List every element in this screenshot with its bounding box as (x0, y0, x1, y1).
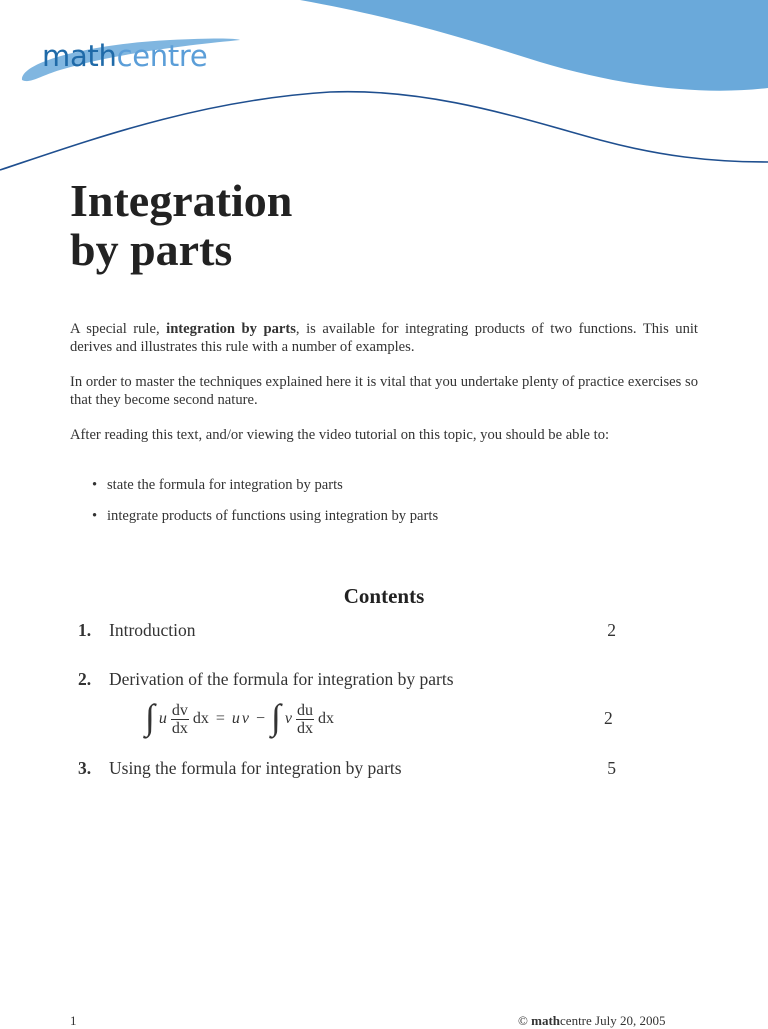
header-wave-fill (300, 0, 768, 91)
objective-text: state the formula for integration by parts (107, 477, 343, 493)
objective-text: integrate products of functions using integration by parts (107, 508, 439, 524)
title-line-1: Integration (70, 175, 293, 226)
footer-brand-bold: math (531, 1013, 561, 1028)
logo-centre-text: centre (116, 39, 208, 73)
formula-minus: − (256, 710, 266, 727)
contents-entry-page: 2 (604, 708, 613, 728)
header-wave-art (0, 0, 768, 180)
intro-p1-after: , is available for integrating products of two functions. This unit derives and illustrates this rule with a number of examples. (70, 321, 698, 355)
integral-sign-icon: ∫ (271, 697, 281, 737)
contents-entry-page: 5 (607, 758, 616, 778)
intro-p1-bold: integration by parts (166, 321, 296, 337)
logo-math-text: math (42, 39, 117, 73)
intro-paragraph-1 (70, 320, 698, 356)
mathcentre-logo (42, 39, 208, 73)
formula-v: v (284, 710, 293, 727)
fraction-denominator: dx (297, 719, 314, 737)
footer-brand-rest: centre (560, 1013, 592, 1028)
contents-entry-title: Using the formula for integration by parts (109, 758, 402, 778)
objective-item (92, 476, 438, 507)
title-line-2: by parts (70, 224, 233, 275)
formula-dx: dx (318, 710, 335, 727)
footer-page-number: 1 (70, 1013, 77, 1028)
bullet-icon: • (92, 477, 98, 493)
dv-dx-fraction (171, 702, 189, 737)
header-wave-line (0, 92, 768, 170)
formula-v: v (241, 710, 250, 727)
footer-date: July 20, 2005 (595, 1013, 666, 1028)
intro-p1-before: A special rule, (70, 321, 167, 337)
integration-by-parts-formula (145, 696, 335, 742)
objectives-list (92, 476, 438, 538)
page-title (70, 176, 292, 274)
fraction-numerator: du (297, 701, 314, 719)
objective-item (92, 507, 438, 538)
formula-u: u (231, 710, 240, 727)
fraction-denominator: dx (171, 719, 188, 737)
intro-paragraph-3: After reading this text, and/or viewing the video tutorial on this topic, you should be able to: (70, 427, 610, 443)
formula-u: u (158, 710, 167, 727)
formula-equals: = (215, 710, 225, 727)
contents-entry-title: Derivation of the formula for integration by parts (109, 669, 454, 689)
formula-dx: dx (192, 710, 209, 727)
integral-sign-icon: ∫ (145, 697, 155, 737)
footer-copyright (518, 1013, 665, 1029)
contents-entry-title: Introduction (109, 620, 196, 640)
copyright-icon: © (518, 1013, 528, 1028)
contents-entry-page: 2 (607, 620, 616, 640)
contents-heading: Contents (343, 584, 425, 608)
contents-entry-number: 2. (78, 669, 92, 689)
contents-entry-number: 3. (78, 758, 92, 778)
contents-entry-number: 1. (78, 620, 92, 640)
intro-paragraph-2: In order to master the techniques explained here it is vital that you undertake plenty of practice exercises so that they become second nature. (70, 374, 698, 408)
bullet-icon: • (92, 508, 98, 524)
du-dx-fraction (296, 702, 314, 737)
fraction-numerator: dv (171, 701, 188, 719)
